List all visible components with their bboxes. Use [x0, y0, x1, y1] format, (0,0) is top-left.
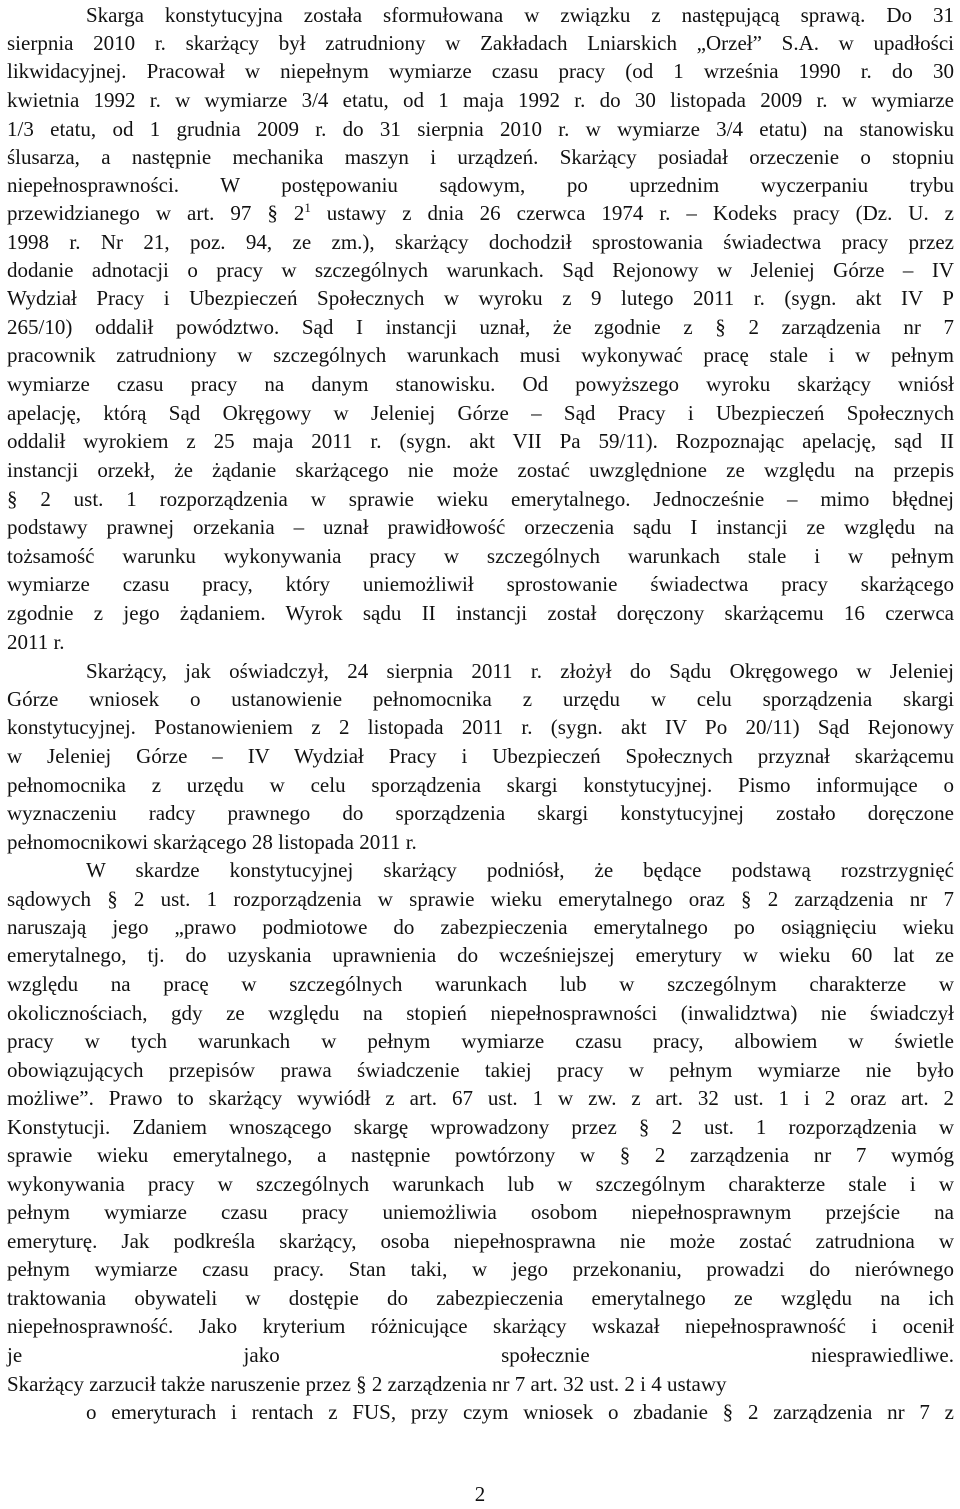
text-line: Skarżący, jak oświadczył, 24 sierpnia 2011 r. złożył do Sądu Okręgowego w Jeleniej [86, 659, 954, 683]
text-line: kwietnia 1992 r. w wymiarze 3/4 etatu, od 1 maja 1992 r. do 30 listopada 2009 r. w wymiarze [7, 88, 954, 112]
text-line: obowiązujących przepisów prawa świadczenie takiej pracy w pełnym wymiarze nie było [7, 1058, 954, 1082]
text-line: je jako społecznie niesprawiedliwe. [7, 1343, 954, 1367]
text-line: wykonywania pracy w szczególnych warunkach lub w szczególnym charakterze stale i w [7, 1172, 954, 1196]
text-line: 1998 r. Nr 21, poz. 94, ze zm.), skarżący dochodził sprostowania świadectwa pracy przez [7, 230, 954, 254]
text-line: emerytalnego, tj. do uzyskania uprawnienia do wcześniejszej emerytury w wieku 60 lat ze [7, 943, 954, 967]
text-line: instancji orzekł, że żądanie skarżącego nie może zostać uwzględnione ze względu na przepis [7, 458, 954, 482]
superscript: 1 [304, 200, 311, 215]
text-line: dodanie adnotacji o pracy w szczególnych warunkach. Sąd Rejonowy w Jeleniej Górze – IV [7, 258, 954, 282]
text-line: wymiarze czasu pracy, który uniemożliwił sprostowanie świadectwa pracy skarżącego [7, 572, 954, 596]
text-line: sądowych § 2 ust. 1 rozporządzenia w sprawie wieku emerytalnego oraz § 2 zarządzenia nr 7 [7, 887, 954, 911]
text-line: pełnomocnika z urzędu w celu sporządzenia skargi konstytucyjnej. Pismo informujące o [7, 773, 954, 797]
text-line: pełnym wymiarze czasu pracy uniemożliwia osobom niepełnosprawnym przejście na [7, 1200, 954, 1224]
text-line: Konstytucji. Zdaniem wnoszącego skargę wprowadzony przez § 2 ust. 1 rozporządzenia w [7, 1115, 954, 1139]
text-line: konstytucyjnej. Postanowieniem z 2 listopada 2011 r. (sygn. akt IV Po 20/11) Sąd Rejonowy [7, 715, 954, 739]
text-line: niepełnosprawności. W postępowaniu sądowym, po uprzednim wyczerpaniu trybu [7, 173, 954, 197]
text-line: podstawy prawnej orzekania – uznał prawidłowość orzeczenia sądu I instancji ze względu na [7, 515, 954, 539]
text-line: o emeryturach i rentach z FUS, przy czym wniosek o zbadanie § 2 zarządzenia nr 7 z [86, 1400, 954, 1424]
text-line: traktowania obywateli w dostępie do zabezpieczenia emerytalnego ze względu na ich [7, 1286, 954, 1310]
text-line: Skarżący zarzucił także naruszenie przez § 2 zarządzenia nr 7 art. 32 ust. 2 i 4 ustawy [7, 1372, 727, 1396]
text-line: sprawie wieku emerytalnego, a następnie powtórzony w § 2 zarządzenia nr 7 wymóg [7, 1143, 954, 1167]
text-line: Wydział Pracy i Ubezpieczeń Społecznych w wyroku z 9 lutego 2011 r. (sygn. akt IV P [7, 286, 954, 310]
text-line: pracy w tych warunkach w pełnym wymiarze czasu pracy, albowiem w świetle [7, 1029, 954, 1053]
text-line: § 2 ust. 1 rozporządzenia w sprawie wieku emerytalnego. Jednocześnie – mimo błędnej [7, 487, 954, 511]
text-line: tożsamość warunku wykonywania pracy w szczególnych warunkach stale i w pełnym [7, 544, 954, 568]
text-line: oddalił wyrokiem z 25 maja 2011 r. (sygn. akt VII Pa 59/11). Rozpoznając apelację, sąd II [7, 429, 954, 453]
text-line: niepełnosprawność. Jako kryterium różnicujące skarżący wskazał niepełnosprawność i ocenił [7, 1314, 954, 1338]
text-fragment: przewidzianego w art. 97 § 2 [7, 201, 305, 225]
text-line: apelację, którą Sąd Okręgowy w Jeleniej Górze – Sąd Pracy i Ubezpieczeń Społecznych [7, 401, 954, 425]
text-line: wymiarze czasu pracy na danym stanowisku. Od powyższego wyroku skarżący wniósł [7, 372, 954, 396]
text-line: sierpnia 2010 r. skarżący był zatrudniony w Zakładach Lniarskich „Orzeł” S.A. w upadłości [7, 31, 954, 55]
text-fragment: ustawy z dnia 26 czerwca 1974 r. – Kodeks pracy (Dz. U. z [310, 201, 955, 225]
text-line: 1/3 etatu, od 1 grudnia 2009 r. do 31 sierpnia 2010 r. w wymiarze 3/4 etatu) na stanowisku [7, 117, 954, 141]
text-line: względu na pracę w szczególnych warunkach lub w szczególnym charakterze w [7, 972, 954, 996]
text-line: 2011 r. [7, 630, 65, 654]
text-line: pełnomocnikowi skarżącego 28 listopada 2011 r. [7, 830, 417, 854]
text-line: 265/10) oddalił powództwo. Sąd I instancji uznał, że zgodnie z § 2 zarządzenia nr 7 [7, 315, 954, 339]
text-line: wyznaczeniu radcy prawnego do sporządzenia skargi konstytucyjnej zostało doręczone [7, 801, 954, 825]
text-line: możliwe”. Prawo to skarżący wywiódł z art. 67 ust. 1 w zw. z art. 32 ust. 1 i 2 oraz art. 2 [7, 1086, 954, 1110]
text-line: zgodnie z jego żądaniem. Wyrok sądu II instancji został doręczony skarżącemu 16 czerwca [7, 601, 954, 625]
text-line: ślusarza, a następnie mechanika maszyn i urządzeń. Skarżący posiadał orzeczenie o stopniu [7, 145, 954, 169]
text-line: Górze wniosek o ustanowienie pełnomocnika z urzędu w celu sporządzenia skargi [7, 687, 954, 711]
text-line: okolicznościach, gdy ze względu na stopień niepełnosprawności (inwalidztwa) nie świadczył [7, 1001, 954, 1025]
text-line: pełnym wymiarze czasu pracy. Stan taki, w jego przekonaniu, prowadzi do nierównego [7, 1257, 954, 1281]
text-line: emeryturę. Jak podkreśla skarżący, osoba niepełnosprawna nie może zostać zatrudniona w [7, 1229, 954, 1253]
text-line: W skardze konstytucyjnej skarżący podniósł, że będące podstawą rozstrzygnięć [86, 858, 954, 882]
text-line: likwidacyjnej. Pracował w niepełnym wymiarze czasu pracy (od 1 września 1990 r. do 30 [7, 59, 954, 83]
text-line: naruszają jego „prawo podmiotowe do zabezpieczenia emerytalnego po osiągnięciu wieku [7, 915, 954, 939]
text-line [7, 198, 954, 228]
text-line: w Jeleniej Górze – IV Wydział Pracy i Ubezpieczeń Społecznych przyznał skarżącemu [7, 744, 954, 768]
text-line: pracownik zatrudniony w szczególnych warunkach musi wykonywać pracę stale i w pełnym [7, 343, 954, 367]
text-line: Skarga konstytucyjna została sformułowana w związku z następującą sprawą. Do 31 [86, 3, 954, 27]
page-number: 2 [474, 1482, 486, 1506]
